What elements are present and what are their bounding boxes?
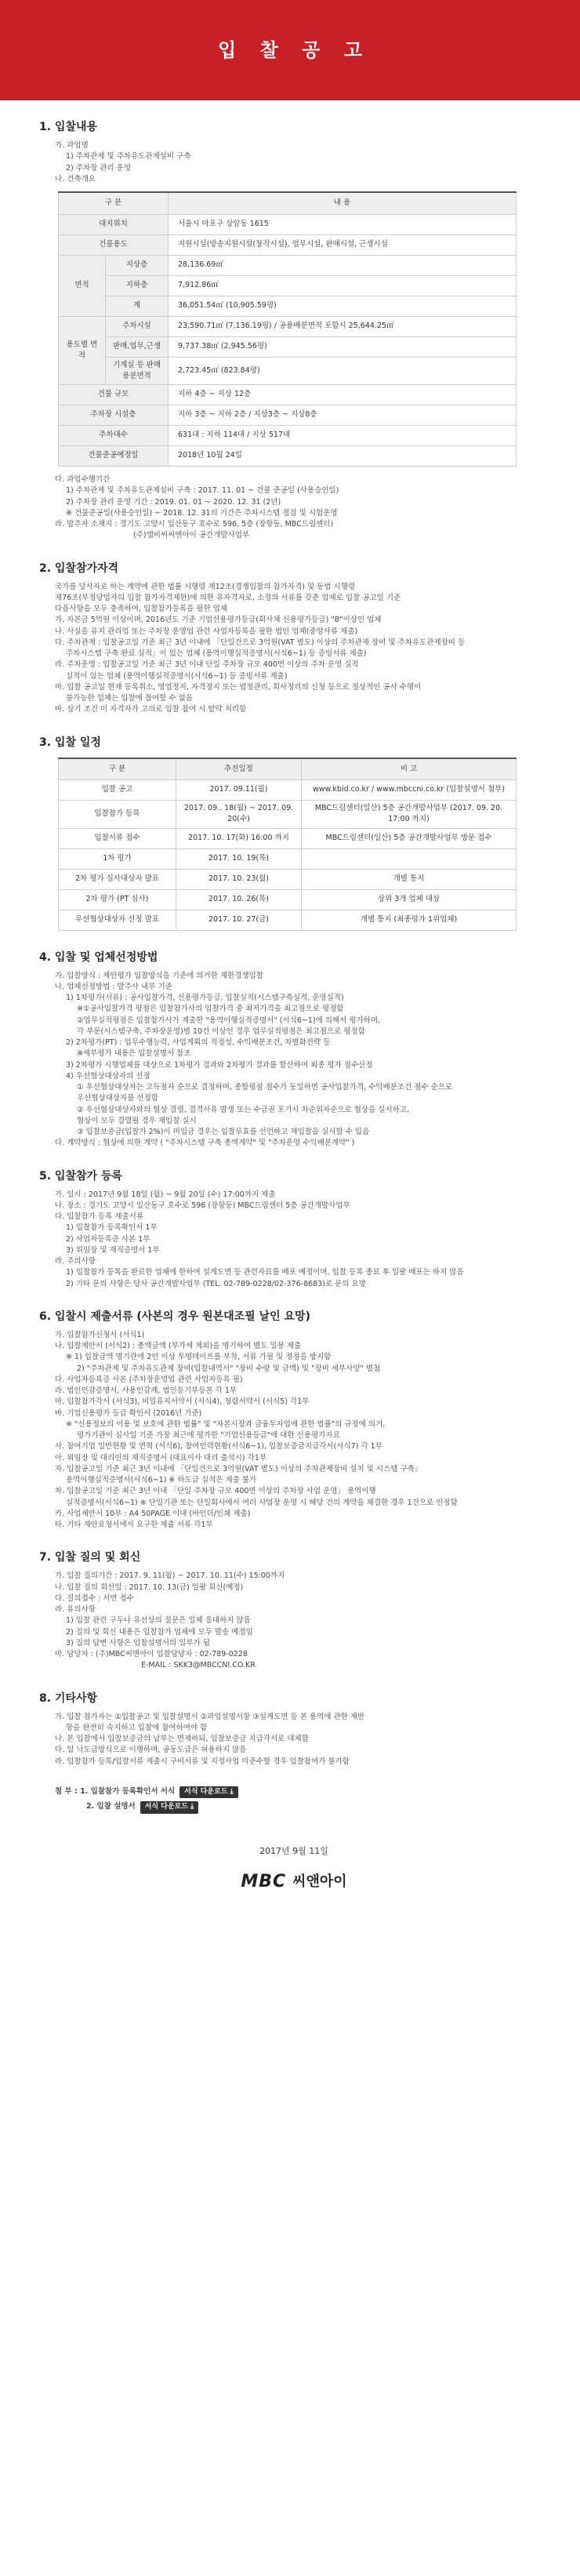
cell: 2017. 10. 26(목): [176, 889, 302, 910]
section-title: 1. 입찰내용: [39, 121, 98, 133]
attachments: [39, 1786, 549, 1814]
schedule-table: [58, 758, 517, 931]
cell: 7,912.86㎡: [169, 275, 517, 296]
section-8: [39, 1691, 549, 1768]
text-line: 불가능한 업체는 입찰에 참여할 수 없음: [66, 694, 193, 703]
cell: 36,051.54㎡ (10,905.59평): [169, 296, 517, 316]
text-line: 각 부문(시스템구축, 주차장운영)별 10건 이상인 경우 업무실적평점은 최고점으로 평정함: [77, 1026, 365, 1036]
text-line: 2) 사업자등록증 사본 1부: [66, 1234, 150, 1244]
section-title: 4. 입찰 및 업체선정방법: [39, 950, 158, 964]
cell: 개별 통지 (최종평가 1위업체): [302, 910, 517, 930]
cell: 2017. 10. 23(월): [176, 869, 302, 889]
text-line: 항을 완전히 숙지하고 입찰에 참여하여야 함: [66, 1723, 208, 1732]
section-title: 3. 입찰 일정: [39, 736, 101, 749]
footer-logo: [39, 1869, 549, 1895]
cell: 지하 4층 ~ 지상 12층: [169, 385, 517, 405]
section-2: [39, 561, 549, 716]
cell: 기계실 등 판매용분면적: [106, 357, 169, 385]
section-6: [39, 1309, 549, 1531]
text-line: 가. 입찰 참가자는 ①입찰공고 및 입찰설명서 ②과업설명서항 ③설계도면 등 본 용역에 관한 제반: [55, 1712, 365, 1721]
cell: 상위 3개 업체 대상: [302, 889, 517, 910]
text-line: 1) 입찰 관련 구두나 유선상의 질문은 일체 응대하지 않음: [66, 1616, 251, 1626]
cell: 2017. 09.11(월): [176, 780, 302, 801]
cell: 28,136.69㎡: [169, 255, 517, 275]
cell: 건물준공예정일: [59, 446, 169, 467]
mbc-logo: MBC: [241, 1872, 287, 1892]
text-line: ③ 입찰보증금(입찰가 2%)이 미입금 경우는 입찰무효를 선언하고 재입찰을 실시할 수 있음: [77, 1128, 370, 1136]
cell: 주차장 시설층: [59, 405, 169, 426]
text-line: 다. 일 낙도급방식으로 이행하며, 공동도급은 허용하지 않음: [55, 1746, 247, 1755]
text-line: 마. 입찰참가각서 (서식3), 비밀유지서약서 (서식4), 청렴서약서 (서식5) 각1부: [55, 1397, 310, 1407]
section-5: [39, 1168, 549, 1290]
cell: 판매,업무,근생: [106, 336, 169, 357]
text-line: 나. 업체선정방법 : 발주사 내부 기준: [55, 982, 172, 991]
text-line: 카. 사업제안서 10부 : A4 50PAGE 이내 (바인더/인쇄 제출): [55, 1509, 251, 1518]
attachment-row: [39, 1801, 549, 1814]
cell: 지하층: [106, 275, 169, 296]
cell: 2017. 10. 27(금): [176, 910, 302, 930]
text-line: 다. 사업자등록증 사본 (주차장운영업 관련 사업자등록 필): [55, 1375, 243, 1384]
cell: 2차 평가 심사대상자 발표: [59, 869, 176, 889]
text-line: 3) 질의 답변 사항은 입찰설명서의 일부가 됨: [66, 1638, 210, 1648]
header-banner: [0, 0, 580, 100]
section-3: [39, 735, 549, 931]
attachment-row: [39, 1786, 549, 1799]
cell: 2017. 10. 19(목): [176, 848, 302, 869]
text-line: 다. 계약방식 : 협상에 의한 계약 ( "주차시스템 구축 총액계약" 및 "주차운영 수익배분계약" ): [55, 1139, 355, 1148]
section-title: 6. 입찰시 제출서류 (사본의 경우 원본대조필 날인 요망): [39, 1310, 310, 1323]
text-line: 국가를 당사자로 하는 계약에 관한 법률 시행령 제12조(경쟁입찰의 참가자격) 및 동법 시행령: [55, 582, 356, 591]
cell: 지원시설(방송지원시설(창작시설), 업무시설, 판매시설, 근생시설: [169, 234, 517, 255]
text-line: 다. 주차관제 : 입찰공고일 기준 최근 3년 이내에 「단일건으로 3억원(VAT 별도) 이상의 주차관제 장비 및 주차유도관제장비 등: [55, 638, 466, 647]
attachment-label: 2. 입찰 설명서: [86, 1802, 136, 1811]
cell: www.kbid.co.kr / www.mbccni.co.kr (입찰설명서 첨부): [302, 780, 517, 801]
text-line: 3) 2차평가 시행업체를 대상으로 1차평가 결과와 2차평가 결과를 합산하여 최종 평가 점수산정: [66, 1060, 373, 1070]
text-line: 나. 입찰제안서 (서식2) : 총액금액 (부가세 제외)을 명기하여 별도 밀봉 제출: [55, 1342, 302, 1350]
text-line: ※ 1) 입찰금액 명기란에 2인 이상 투명테이프를 부착, 서류 가필 및 정정을 방지함: [66, 1353, 332, 1362]
cell: 지상층: [106, 255, 169, 275]
text-line: 실적이 있는 업체 (용역이행실적증명서(서식6~1) 등 증빙서류 제출): [66, 671, 288, 681]
text-line: 우선협상대상자를 선정함: [77, 1094, 158, 1103]
text-line: 2) 주차장 관리 운영: [66, 163, 132, 173]
section-title: 7. 입찰 질의 및 회신: [39, 1551, 141, 1564]
text-line: 협상이 모두 결렬될 경우 재입찰 실시: [77, 1116, 197, 1125]
th: 비 고: [302, 758, 517, 780]
text-line: 2) 기타 문의 사항은 당사 공간개발사업부 (TEL. 02-789-0228/02-376-8683)로 문의 요망: [66, 1279, 366, 1288]
text-line: 라. 입찰참가 등록/입찰서류 제출시 구비서류 및 지정사업 미준수할 경우 입찰참여가 불가함: [55, 1757, 350, 1766]
th: 구 분: [59, 758, 176, 780]
page-title: 입 찰 공 고: [218, 39, 371, 61]
text-line: 가. 과업명: [55, 141, 89, 150]
attachment-label: 첨 부 : 1. 입찰참가 등록확인서 서식: [55, 1786, 176, 1796]
text-line: ② 우선협상대상자와의 협상 결렬, 결격사유 발생 또는 수급권 포기시 차순위자순으로 협상을 실시하고,: [77, 1105, 410, 1114]
text-line: 1) 1차평가(서류) : 공사입찰가격, 신용평가등급, 입찰실적(시스템구축실적, 운영실적): [66, 994, 344, 1002]
text-line: 1) 입찰참가 등록을 완료한 업체에 한하여 설계도면 등 관련자료를 배포 예정이며, 입찰 등록 종료 후 일괄 배포는 하지 않음: [66, 1268, 464, 1277]
th: 추진일정: [176, 758, 302, 780]
cell: 9,737.38㎡ (2,945.56평): [169, 336, 517, 357]
text-line: 라. 발주자 소재지 : 경기도 고양시 일산동구 호수로 596, 5층 (장항동, MBC드림센터): [55, 520, 334, 529]
cell: 입찰 공고: [59, 780, 176, 801]
cell: 지하 3층 ~ 지하 2층 / 지상3층 ~ 지상8층: [169, 405, 517, 426]
cell: 대지위치: [59, 214, 169, 234]
text-line: 1) 주차관제 및 주차유도관제설비 구축 : 2017. 11. 01 ~ 건물 준공일 (사용승인일): [66, 486, 339, 496]
text-line: 3) 위임장 및 재직증명서 1부: [66, 1245, 160, 1255]
download-button[interactable]: 서식 다운로드 ⤓: [140, 1801, 198, 1814]
text-line: E-MAIL : SKK3@MBCCNI.CO.KR: [141, 1661, 256, 1670]
cell: 건물용도: [59, 234, 169, 255]
cell: 주차대수: [59, 426, 169, 446]
text-line: 나. 건축개요: [55, 174, 96, 183]
cell: 우선협상대상자 선정 발표: [59, 910, 176, 930]
text-line: 다. 과업수행기간: [55, 475, 111, 484]
section-title: 2. 입찰참가자격: [39, 561, 119, 575]
cell: 2차 평가 (PT 심사): [59, 889, 176, 910]
cell: 건물 규모: [59, 385, 169, 405]
cell: [302, 848, 517, 869]
text-line: 용역이행실적증명서(서식6~1) ※ 하도급 실적은 제출 불가: [66, 1476, 257, 1484]
section-1: [39, 119, 549, 542]
text-line: 2) 2차평가(PT) : 업무수행능력, 사업계획의 적정성, 수익배분조건, 차별화전략 등: [66, 1038, 331, 1047]
cell: 용도별 면적: [59, 316, 106, 385]
text-line: ※세부평가 내용은 입찰설명서 참조: [77, 1049, 191, 1059]
text-line: 4) 우선협상대상자의 선정: [66, 1071, 150, 1081]
section-7: [39, 1550, 549, 1671]
brand-name: 씨앤아이: [292, 1873, 347, 1891]
section-title: 5. 입찰참가 등록: [39, 1169, 122, 1183]
text-line: 2) 주차장 관리 운영 기간 : 2019. 01. 01 ~ 2020. 12. 31 (2년): [66, 497, 281, 507]
text-line: 라. 법인인감증명서, 사용인감계, 법인등기부등본 각 1부: [55, 1386, 237, 1395]
text-line: 마. 입찰 공고일 현재 등록취소, 영업정지, 자격정지 또는 법정관리, 회사정리의 신청 등으로 정상적인 공사 수행이: [55, 682, 422, 692]
text-line: 나. 본 입찰에서 입찰보증금의 납부는 면제하되, 입찰보증금 지급각서로 대체함: [55, 1735, 309, 1743]
text-line: 다. 질의접수 : 서면 접수: [55, 1593, 134, 1603]
section-title: 8. 기타사항: [39, 1691, 98, 1705]
cell: 2017. 10. 17(화) 16:00 까지: [176, 828, 302, 848]
text-line: ※ 건물준공일(사용승인일) ~ 2018. 12. 31의 기간은 주차시스템 점검 및 시험운영: [66, 508, 338, 518]
notice-date: 2017년 9월 11일: [259, 1845, 328, 1856]
building-table: [58, 191, 517, 467]
cell: 주차시설: [106, 316, 169, 336]
text-line: 2) "주차관제 및 주차유도관제 장비(입찰내역서" "장비 수량 및 금액) 및 "장비 세부사양" 별첨: [77, 1364, 381, 1373]
text-line: 1) 주차관제 및 주차유도관제설비 구축: [66, 152, 191, 162]
th: 내 용: [169, 192, 517, 214]
text-line: 평가기관이 심사일 기준 가장 최근에 평가한 "기업신용등급"에 대한 신용평가자료: [77, 1431, 340, 1440]
text-line: 가. 입찰참가신청서 (서식1): [55, 1330, 145, 1339]
text-line: 바. 상기 조건 미 자격자가 고의로 입찰 참여 시 탈락 처리함: [55, 705, 247, 714]
cell: 입찰참가 등록: [59, 801, 176, 829]
cell: 계: [106, 296, 169, 316]
cell: 23,590.71㎡ (7,136.19평) / 공용배분면적 포함시 25,644.25㎡: [169, 316, 517, 336]
text-line: 가. 입찰 질의기간 : 2017. 9. 11(월) ~ 2017. 10. 11(수) 15:00까지: [55, 1571, 285, 1581]
text-line: 실적증명서(서식6~1) ※ 단일기관 또는 단일회사에서 여러 사업장 운영 시 해당 건의 계약을 체결한 경우 1건으로 인정함: [66, 1498, 458, 1507]
text-line: 가. 일시 : 2017년 9월 18일 (월) ~ 9월 20일 (수) 17:00까지 제출: [55, 1190, 276, 1199]
text-line: 바. 기업신용평가 등급 확인서 (2016년 기준): [55, 1408, 202, 1418]
text-line: 라. 주차운영 : 입찰공고일 기준 최근 3년 이내 단일 주차장 규모 400면 이상의 주차 운영 실적: [55, 660, 359, 670]
text-line: 나. 사실을 유지 관리업 또는 주차장 운영업 관련 사업자등록을 필한 법인 업체(중앙사류 제출): [55, 627, 358, 636]
text-line: 다. 입찰참가 등록 제출서류: [55, 1212, 144, 1221]
text-line: 2) 질의 및 회신 내용은 입찰참가 업체에 모두 발송 예정임: [66, 1627, 253, 1637]
text-line: 제76조(부정당업자의 입찰 참가자격제한)에 의한 유자격자로, 소정의 서류를 갖춘 업체로 입찰 공고일 기준: [55, 593, 401, 602]
text-line: 라. 유의사항: [55, 1605, 96, 1614]
cell: 1차 평가: [59, 848, 176, 869]
text-line: 라. 주의사항: [55, 1257, 96, 1266]
text-line: ②업무실적평점은 입찰참가사가 제출한 "용역이행실적증명서" (서식6~1)에 의해서 평가하며,: [77, 1016, 381, 1025]
cell: 입찰서류 접수: [59, 828, 176, 848]
section-4: [39, 950, 549, 1150]
text-line: ※①공사입찰가격 평점은 입찰참가사의 입찰가격 중 최저가격을 최고점으로 평정함: [77, 1005, 344, 1014]
text-line: 나. 입찰 질의 회신일 : 2017. 10. 13(금) 일괄 회신(예정): [55, 1582, 244, 1592]
text-line: ① 우선협상대상자는 고득점자 순으로 결정하며, 종합평점 점수가 동일하면 공사입찰가격, 수익배분조건 점수 순으로: [77, 1083, 453, 1092]
download-button[interactable]: 서식 다운로드 ⤓: [179, 1786, 237, 1799]
cell: 2018년 10월 24일: [169, 446, 517, 467]
cell: 2017. 09.. 18(월) ~ 2017. 09. 20(수): [176, 801, 302, 829]
cell: 631대 : 지하 114대 / 지상 517대: [169, 426, 517, 446]
text-line: 차. 입찰공고일 기준 최근 3년 이내 「단일 주차장 규모 400면 이상의 주차장 사업 운영」 용역이행: [55, 1487, 376, 1496]
text-line: ※ "신용정보의 이용 및 보호에 관한 법률" 및 "자본시장과 금융투자업에 관한 법률"의 규정에 의거,: [66, 1419, 386, 1429]
text-line: 사. 참여기업 일반현황 및 연혁 (서식6), 참여인력현황(서식6~1), 입찰보증금지급각서(서식7) 각 1부: [55, 1442, 382, 1451]
cell: MBC드림센터(일산) 5층 공간개발사업부 (2017. 09. 20. 17:00 까지): [302, 801, 517, 829]
text-line: 다음사항을 모두 충족하여, 입찰참가등록을 필한 업체: [55, 605, 228, 613]
cell: 면적: [59, 255, 106, 316]
text-line: (주)엠비씨씨앤아이 공간개발사업부: [133, 531, 250, 540]
cell: MBC드림센터(일산) 5층 공간개발사업부 방문 접수: [302, 828, 517, 848]
text-line: 가. 자본금 5억원 이상이며, 2016년도 기준 기업신용평가등급(회사채 신용평가등급) "B"이상인 업체: [55, 616, 382, 625]
cell: 2,723.45㎡ (823.84평): [169, 357, 517, 385]
text-line: 주차시스템 구축 완료 실적」이 있는 업체 (용역이행실적증명서(서식6~1) 등 증빙서류 제출): [66, 649, 367, 658]
content: [0, 100, 580, 1895]
cell: 개별 통지: [302, 869, 517, 889]
text-line: 마. 담당자 : (주)MBC씨앤아이 입찰담당자 : 02-789-0228: [55, 1650, 248, 1659]
th: 구 분: [59, 192, 169, 214]
cell: 서울시 마포구 상암동 1615: [169, 214, 517, 234]
text-line: 자. 입찰공고일 기준 최근 3년 이내에 「단일건으로 3억원(VAT 별도) 이상의 주차관제장비 설치 및 시스템 구축」: [55, 1464, 422, 1473]
text-line: 타. 기타 제안요청서에서 요구한 제출 서류 각1부: [55, 1521, 213, 1529]
text-line: 나. 장소 : 경기도 고양시 일산동구 호수로 596 (장항동) MBC드림센터 5층 공간개발사업부: [55, 1201, 350, 1210]
text-line: 가. 입찰방식 : 제안평가 입찰방식을 기준에 의거한 제한경쟁입찰: [55, 971, 263, 980]
text-line: 1) 입찰참가 등록확인서 1부: [66, 1223, 158, 1233]
text-line: 아. 위임장 및 대리인의 재직증명서 (대표이사 대리 출석시) 각1부: [55, 1453, 267, 1462]
